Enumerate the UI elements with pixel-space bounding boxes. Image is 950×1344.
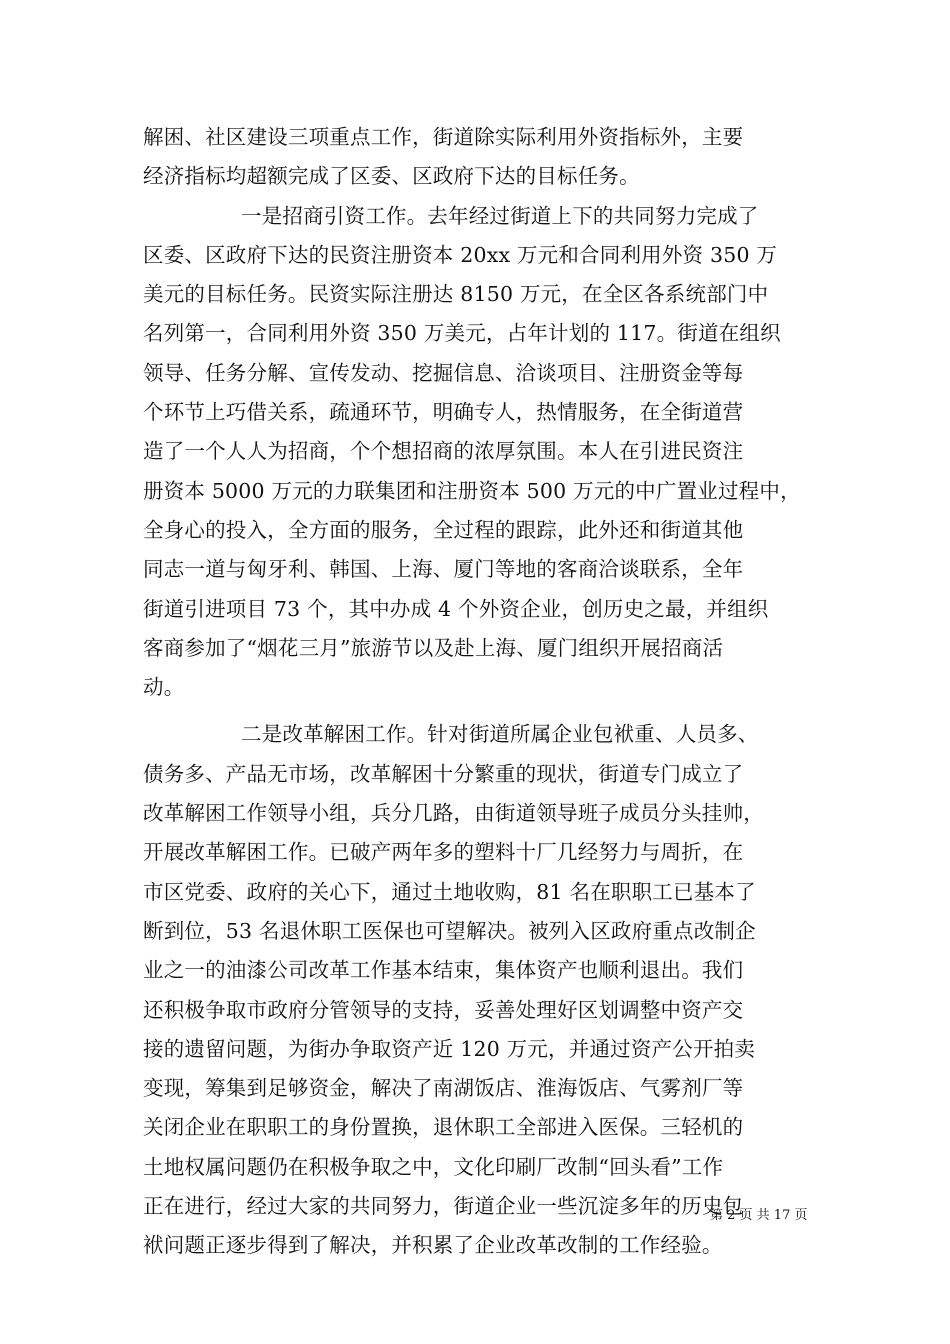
- text-line: 正在进行，经过大家的共同努力，街道企业一些沉淀多年的历史包: [143, 1194, 744, 1219]
- text-line: 改革解困工作领导小组，兵分几路，由街道领导班子成员分头挂帅，: [143, 801, 764, 826]
- text-line: 全身心的投入，全方面的服务，全过程的跟踪，此外还和街道其他: [143, 517, 744, 542]
- text-line: 关闭企业在职职工的身份置换，退休职工全部进入医保。三轻机的: [143, 1115, 744, 1140]
- text-line: 二是改革解困工作。针对街道所属企业包袱重、人员多、: [241, 722, 759, 747]
- text-line: 开展改革解困工作。已破产两年多的塑料十厂几经努力与周折，在: [143, 840, 744, 865]
- text-line: 业之一的油漆公司改革工作基本结束，集体资产也顺利退出。我们: [143, 958, 744, 983]
- text-line: 袱问题正逐步得到了解决，并积累了企业改革改制的工作经验。: [143, 1233, 723, 1258]
- text-line: 还积极争取市政府分管领导的支持，妥善处理好区划调整中资产交: [143, 997, 744, 1022]
- text-line: 同志一道与匈牙利、韩国、上海、厦门等地的客商洽谈联系，全年: [143, 557, 744, 582]
- paragraph-3: [143, 715, 813, 1265]
- text-line: 个环节上巧借关系，疏通环节，明确专人，热情服务，在全街道营: [143, 400, 744, 425]
- paragraph-1: [143, 118, 813, 197]
- paragraph-spacer: [143, 707, 813, 715]
- text-line: 一是招商引资工作。去年经过街道上下的共同努力完成了: [241, 203, 759, 228]
- text-line: 断到位，53 名退休职工医保也可望解决。被列入区政府重点改制企: [143, 918, 756, 943]
- text-line: 接的遗留问题，为街办争取资产近 120 万元，并通过资产公开拍卖: [143, 1036, 756, 1061]
- text-line: 领导、任务分解、宣传发动、挖掘信息、洽谈项目、注册资金等每: [143, 360, 744, 385]
- body-text: [143, 118, 813, 1266]
- text-line: 债务多、产品无市场，改革解困十分繁重的现状，街道专门成立了: [143, 761, 744, 786]
- text-line: 街道引进项目 73 个，其中办成 4 个外资企业，创历史之最，并组织: [143, 596, 769, 621]
- text-line: 土地权属问题仍在积极争取之中，文化印刷厂改制“回头看”工作: [143, 1154, 724, 1179]
- text-line: 解困、社区建设三项重点工作，街道除实际利用外资指标外，主要: [143, 125, 744, 149]
- page-number: 第 2 页 共 17 页: [710, 1208, 808, 1223]
- text-line: 客商参加了“烟花三月”旅游节以及赴上海、厦门组织开展招商活: [143, 635, 724, 660]
- text-line: 市区党委、政府的关心下，通过土地收购，81 名在职职工已基本了: [143, 879, 756, 904]
- text-line: 名列第一，合同利用外资 350 万美元，占年计划的 117。街道在组织: [143, 321, 781, 346]
- text-line: 变现，筹集到足够资金，解决了南湖饭店、淮海饭店、气雾剂厂等: [143, 1076, 744, 1101]
- text-line: 美元的目标任务。民资实际注册达 8150 万元，在全区各系统部门中: [143, 282, 769, 307]
- text-line: 经济指标均超额完成了区委、区政府下达的目标任务。: [143, 164, 640, 189]
- text-line: 动。: [143, 675, 185, 700]
- paragraph-2: [143, 197, 813, 708]
- text-line: 造了一个人人为招商，个个想招商的浓厚氛围。本人在引进民资注: [143, 439, 744, 464]
- text-line: 册资本 5000 万元的力联集团和注册资本 500 万元的中广置业过程中，: [143, 478, 801, 503]
- text-line: 区委、区政府下达的民资注册资本 20xx 万元和合同利用外资 350 万: [143, 242, 778, 267]
